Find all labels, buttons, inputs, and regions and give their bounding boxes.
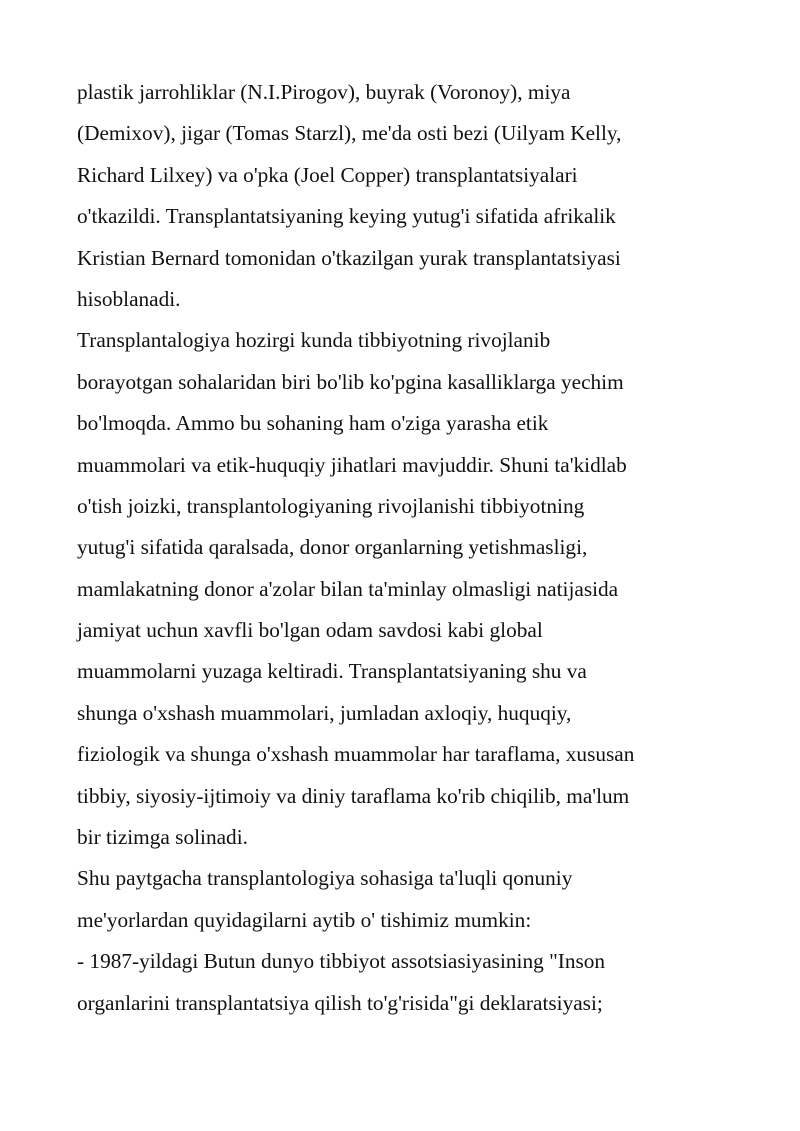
- text-line: plastik jarrohliklar (N.I.Pirogov), buyrak (Voronoy), miya: [77, 80, 571, 104]
- text-line: bo'lmoqda. Ammo bu sohaning ham o'ziga yarasha etik: [77, 411, 549, 436]
- text-line: o'tkazildi. Transplantatsiyaning keying yutug'i sifatida afrikalik: [77, 204, 616, 229]
- text-line: me'yorlardan quyidagilarni aytib o' tishimiz mumkin:: [77, 907, 532, 932]
- text-line: bir tizimga solinadi.: [77, 825, 248, 850]
- text-line: muammolarni yuzaga keltiradi. Transplantatsiyaning shu va: [77, 659, 587, 684]
- text-line: o'tish joizki, transplantologiyaning rivojlanishi tibbiyotning: [77, 493, 585, 518]
- text-line: (Demixov), jigar (Tomas Starzl), me'da osti bezi (Uilyam Kelly,: [77, 121, 622, 146]
- text-line: mamlakatning donor a'zolar bilan ta'minlay olmasligi natijasida: [77, 576, 619, 601]
- text-line: yutug'i sifatida qaralsada, donor organlarning yetishmasligi,: [77, 535, 588, 560]
- text-line: Richard Lilxey) va o'pka (Joel Copper) transplantatsiyalari: [77, 162, 578, 187]
- text-line: borayotgan sohalaridan biri bo'lib ko'pgina kasalliklarga yechim: [77, 369, 624, 394]
- text-line: tibbiy, siyosiy-ijtimoiy va diniy taraflama ko'rib chiqilib, ma'lum: [77, 783, 630, 808]
- text-line: muammolari va etik-huquqiy jihatlari mavjuddir. Shuni ta'kidlab: [77, 452, 627, 477]
- text-line: hisoblanadi.: [77, 286, 181, 311]
- text-line: jamiyat uchun xavfli bo'lgan odam savdosi kabi global: [77, 618, 543, 643]
- text-line: fiziologik va shunga o'xshash muammolar har taraflama, xususan: [77, 742, 635, 767]
- text-line: organlarini transplantatsiya qilish to'g'risida"gi deklaratsiyasi;: [77, 990, 603, 1015]
- text-line: - 1987-yildagi Butun dunyo tibbiyot assotsiasiyasining "Inson: [77, 949, 606, 974]
- text-line: Shu paytgacha transplantologiya sohasiga ta'luqli qonuniy: [77, 866, 573, 891]
- text-line: Kristian Bernard tomonidan o'tkazilgan yurak transplantatsiyasi: [77, 245, 621, 270]
- text-line: shunga o'xshash muammolari, jumladan axloqiy, huquqiy,: [77, 700, 572, 725]
- document-page: [77, 72, 727, 1024]
- text-line: Transplantalogiya hozirgi kunda tibbiyotning rivojlanib: [77, 328, 551, 353]
